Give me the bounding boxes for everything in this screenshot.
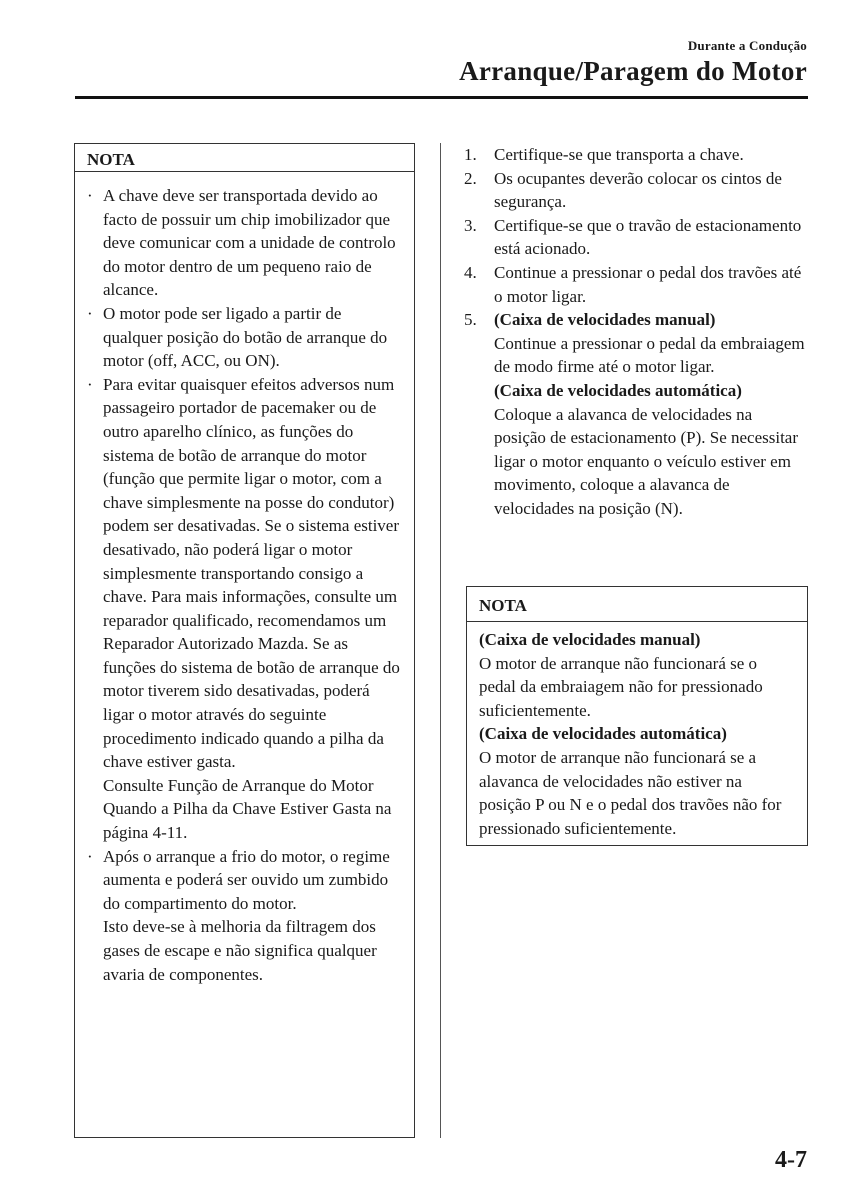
note-paragraph: Isto deve-se à melhoria da filtragem dos gases de escape e não significa qualquer avaria de componentes.	[103, 917, 377, 984]
page-title: Arranque/Paragem do Motor	[459, 56, 807, 86]
procedure-steps	[464, 143, 808, 521]
step-text: Os ocupantes deverão colocar os cintos de segurança.	[494, 168, 782, 212]
note-box-left	[74, 143, 415, 1138]
note-bullet-item	[85, 845, 404, 987]
bullet-icon: ·	[87, 374, 93, 394]
note-bullet-item	[85, 373, 404, 845]
note-paragraph: Após o arranque a frio do motor, o regime aumenta e poderá ser ouvido um zumbido do compartimento do motor.	[103, 846, 390, 913]
note-subheading-manual: (Caixa de velocidades manual)	[479, 630, 701, 649]
page-number: 4-7	[775, 1147, 807, 1173]
step-item	[464, 167, 808, 214]
step-subheading-automatic: (Caixa de velocidades automática)	[494, 380, 742, 400]
step-number: 3.	[464, 215, 477, 235]
note-box-right	[466, 586, 808, 846]
step-text: Continue a pressionar o pedal dos travões até o motor ligar.	[494, 262, 802, 306]
step-item	[464, 143, 808, 167]
note-bullet-item	[85, 184, 404, 302]
section-label: Durante a Condução	[687, 38, 807, 53]
note-heading: NOTA	[75, 144, 414, 172]
note-text-manual: O motor de arranque não funcionará se o pedal da embraiagem não for pressionado suficientemente.	[479, 653, 763, 720]
note-paragraph: O motor pode ser ligado a partir de qualquer posição do botão de arranque do motor (off, ACC, ou ON).	[103, 303, 388, 371]
step-text: Certifique-se que transporta a chave.	[494, 145, 744, 164]
step-item	[464, 308, 808, 520]
title-rule	[75, 96, 808, 99]
note-bullet-item	[85, 302, 404, 373]
note-subheading-automatic: (Caixa de velocidades automática)	[479, 724, 727, 744]
step-number: 1.	[464, 145, 477, 164]
note-paragraph: Para evitar quaisquer efeitos adversos num passageiro portador de pacemaker ou de outro aparelho clínico, as funções do sistema de botão de arranque do motor (função que permite ligar o motor, com a chave simplesmente na posse do condutor) podem ser desativadas. Se o sistema estiver desativado, não poderá ligar o motor simplesmente transportando consigo a chave. Para mais informações, consulte um reparador qualificado, recomendamos um Reparador Autorizado Mazda. Se as funções do sistema de botão de arranque do motor tiverem sido desativadas, poderá ligar o motor através do seguinte procedimento indicado quando a pilha da chave estiver gasta.	[103, 374, 400, 772]
note-text-automatic: O motor de arranque não funcionará se a alavanca de velocidades não estiver na posição P ou N e o pedal dos travões não for pressionado suficientemente.	[479, 747, 782, 838]
step-number: 4.	[464, 262, 477, 282]
note-body	[75, 172, 414, 986]
note-paragraph: A chave deve ser transportada devido ao facto de possuir um chip imobilizador que deve comunicar com a unidade de controlo do motor dentro de um pequeno raio de alcance.	[103, 186, 396, 300]
step-item	[464, 261, 808, 308]
bullet-icon: ·	[87, 186, 93, 205]
step-text-automatic: Coloque a alavanca de velocidades na posição de estacionamento (P). Se necessitar ligar o motor enquanto o veículo estiver em movimento, coloque a alavanca de velocidades na posição (N).	[494, 404, 799, 518]
step-text: Certifique-se que o travão de estacionamento está acionado.	[494, 215, 802, 259]
note-heading: NOTA	[467, 587, 807, 622]
step-subheading-manual: (Caixa de velocidades manual)	[494, 310, 716, 330]
note-body	[467, 622, 807, 840]
step-item	[464, 214, 808, 261]
bullet-icon: ·	[87, 846, 93, 866]
note-cross-reference: Consulte Função de Arranque do Motor Quando a Pilha da Chave Estiver Gasta na página 4-11.	[103, 775, 392, 843]
bullet-icon: ·	[87, 303, 93, 323]
step-number: 5.	[464, 310, 477, 330]
step-number: 2.	[464, 168, 477, 188]
column-divider	[440, 143, 441, 1138]
step-text-manual: Continue a pressionar o pedal da embraiagem de modo firme até o motor ligar.	[494, 333, 805, 377]
